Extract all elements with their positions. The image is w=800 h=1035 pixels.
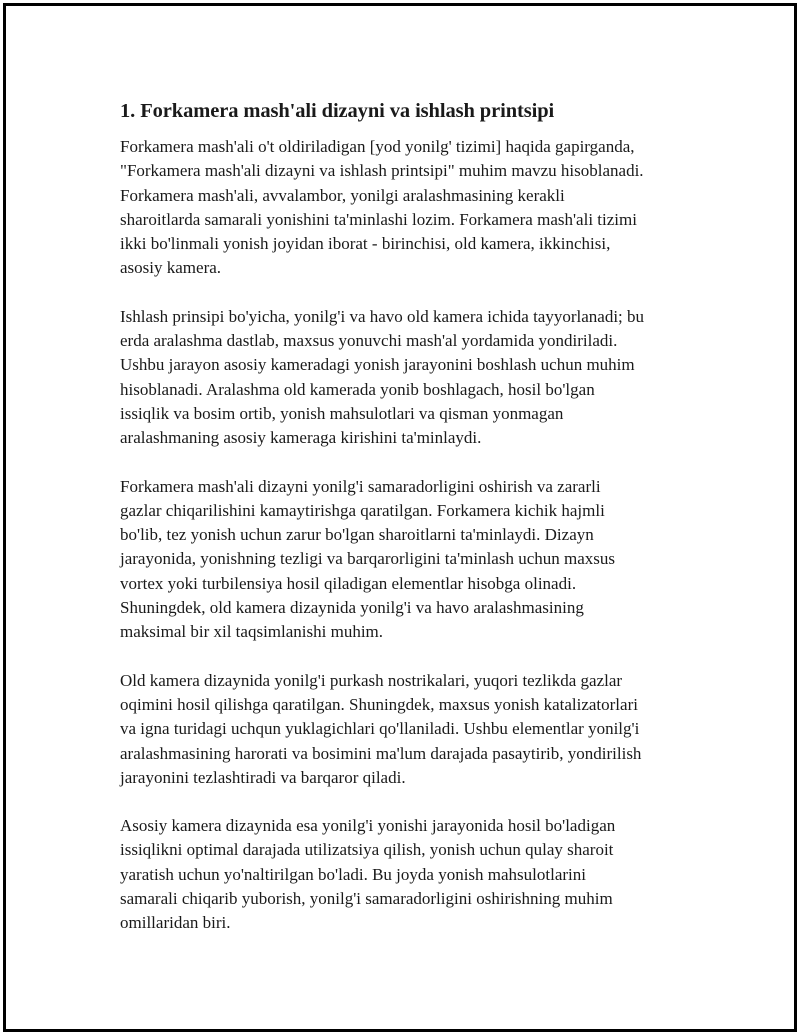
paragraph-3 — [120, 475, 700, 645]
text-line: bo'lib, tez yonish uchun zarur bo'lgan sharoitlarni ta'minlaydi. Dizayn — [120, 525, 594, 545]
text-line: Shuningdek, old kamera dizaynida yonilg'i va havo aralashmasining — [120, 598, 584, 618]
text-line: va igna turidagi uchqun yuklagichlari qo'llaniladi. Ushbu elementlar yonilg'i — [120, 719, 640, 739]
text-line: issiqlikni optimal darajada utilizatsiya qilish, yonish uchun qulay sharoit — [120, 840, 614, 860]
text-line: aralashmasining harorati va bosimini ma'lum darajada pasaytirib, yondirilish — [120, 743, 642, 763]
text-line: oqimini hosil qilishga qaratilgan. Shuningdek, maxsus yonish katalizatorlari — [120, 694, 638, 714]
page-frame — [3, 3, 797, 1032]
text-line: asosiy kamera. — [120, 258, 222, 278]
text-line: yaratish uchun yo'naltirilgan bo'ladi. Bu joyda yonish mahsulotlarini — [120, 864, 586, 884]
text-line: Ishlash prinsipi bo'yicha, yonilg'i va havo old kamera ichida tayyorlanadi; bu — [120, 306, 645, 326]
text-line: Ushbu jarayon asosiy kameradagi yonish jarayonini boshlash uchun muhim — [120, 355, 635, 375]
text-line: maksimal bir xil taqsimlanishi muhim. — [120, 622, 384, 642]
section-heading: 1. Forkamera mash'ali dizayni va ishlash printsipi — [120, 100, 555, 122]
text-line: jarayonini tezlashtiradi va barqaror qiladi. — [120, 767, 406, 787]
text-line: Asosiy kamera dizaynida esa yonilg'i yonishi jarayonida hosil bo'ladigan — [120, 816, 616, 836]
text-line: Forkamera mash'ali o't oldiriladigan [yod yonilg' tizimi] haqida gapirganda, — [120, 137, 635, 156]
text-line: ikki bo'linmali yonish joyidan iborat - birinchisi, old kamera, ikkinchisi, — [120, 234, 611, 254]
document-body — [120, 99, 700, 960]
text-line: hisoblanadi. Aralashma old kamerada yonib boshlagach, hosil bo'lgan — [120, 379, 595, 399]
text-line: aralashmaning asosiy kameraga kirishini ta'minlaydi. — [120, 428, 482, 448]
paragraph-4 — [120, 669, 700, 790]
text-line: sharoitlarda samarali yonishini ta'minlashi lozim. Forkamera mash'ali tizimi — [120, 209, 637, 229]
paragraph-5 — [120, 814, 700, 935]
text-line: Old kamera dizaynida yonilg'i purkash nostrikalari, yuqori tezlikda gazlar — [120, 670, 623, 690]
text-line: samarali chiqarib yuborish, yonilg'i samaradorligini oshirishning muhim — [120, 889, 613, 909]
text-line: omillaridan biri. — [120, 913, 231, 933]
text-line: gazlar chiqarilishini kamaytirishga qaratilgan. Forkamera kichik hajmli — [120, 500, 605, 520]
text-line: erda aralashma dastlab, maxsus yonuvchi mash'al yordamida yondiriladi. — [120, 331, 618, 351]
text-line: "Forkamera mash'ali dizayni va ishlash printsipi" muhim mavzu hisoblanadi. — [120, 161, 644, 181]
text-line: issiqlik va bosim ortib, yonish mahsulotlari va qisman yonmagan — [120, 403, 564, 423]
text-line: Forkamera mash'ali dizayni yonilg'i samaradorligini oshirish va zararli — [120, 476, 601, 496]
paragraph-2 — [120, 305, 700, 451]
paragraph-1 — [120, 135, 700, 281]
text-line: Forkamera mash'ali, avvalambor, yonilgi aralashmasining kerakli — [120, 185, 565, 205]
text-line: vortex yoki turbilensiya hosil qiladigan elementlar hisobga olinadi. — [120, 573, 577, 593]
text-line: jarayonida, yonishning tezligi va barqarorligini ta'minlash uchun maxsus — [120, 549, 616, 569]
